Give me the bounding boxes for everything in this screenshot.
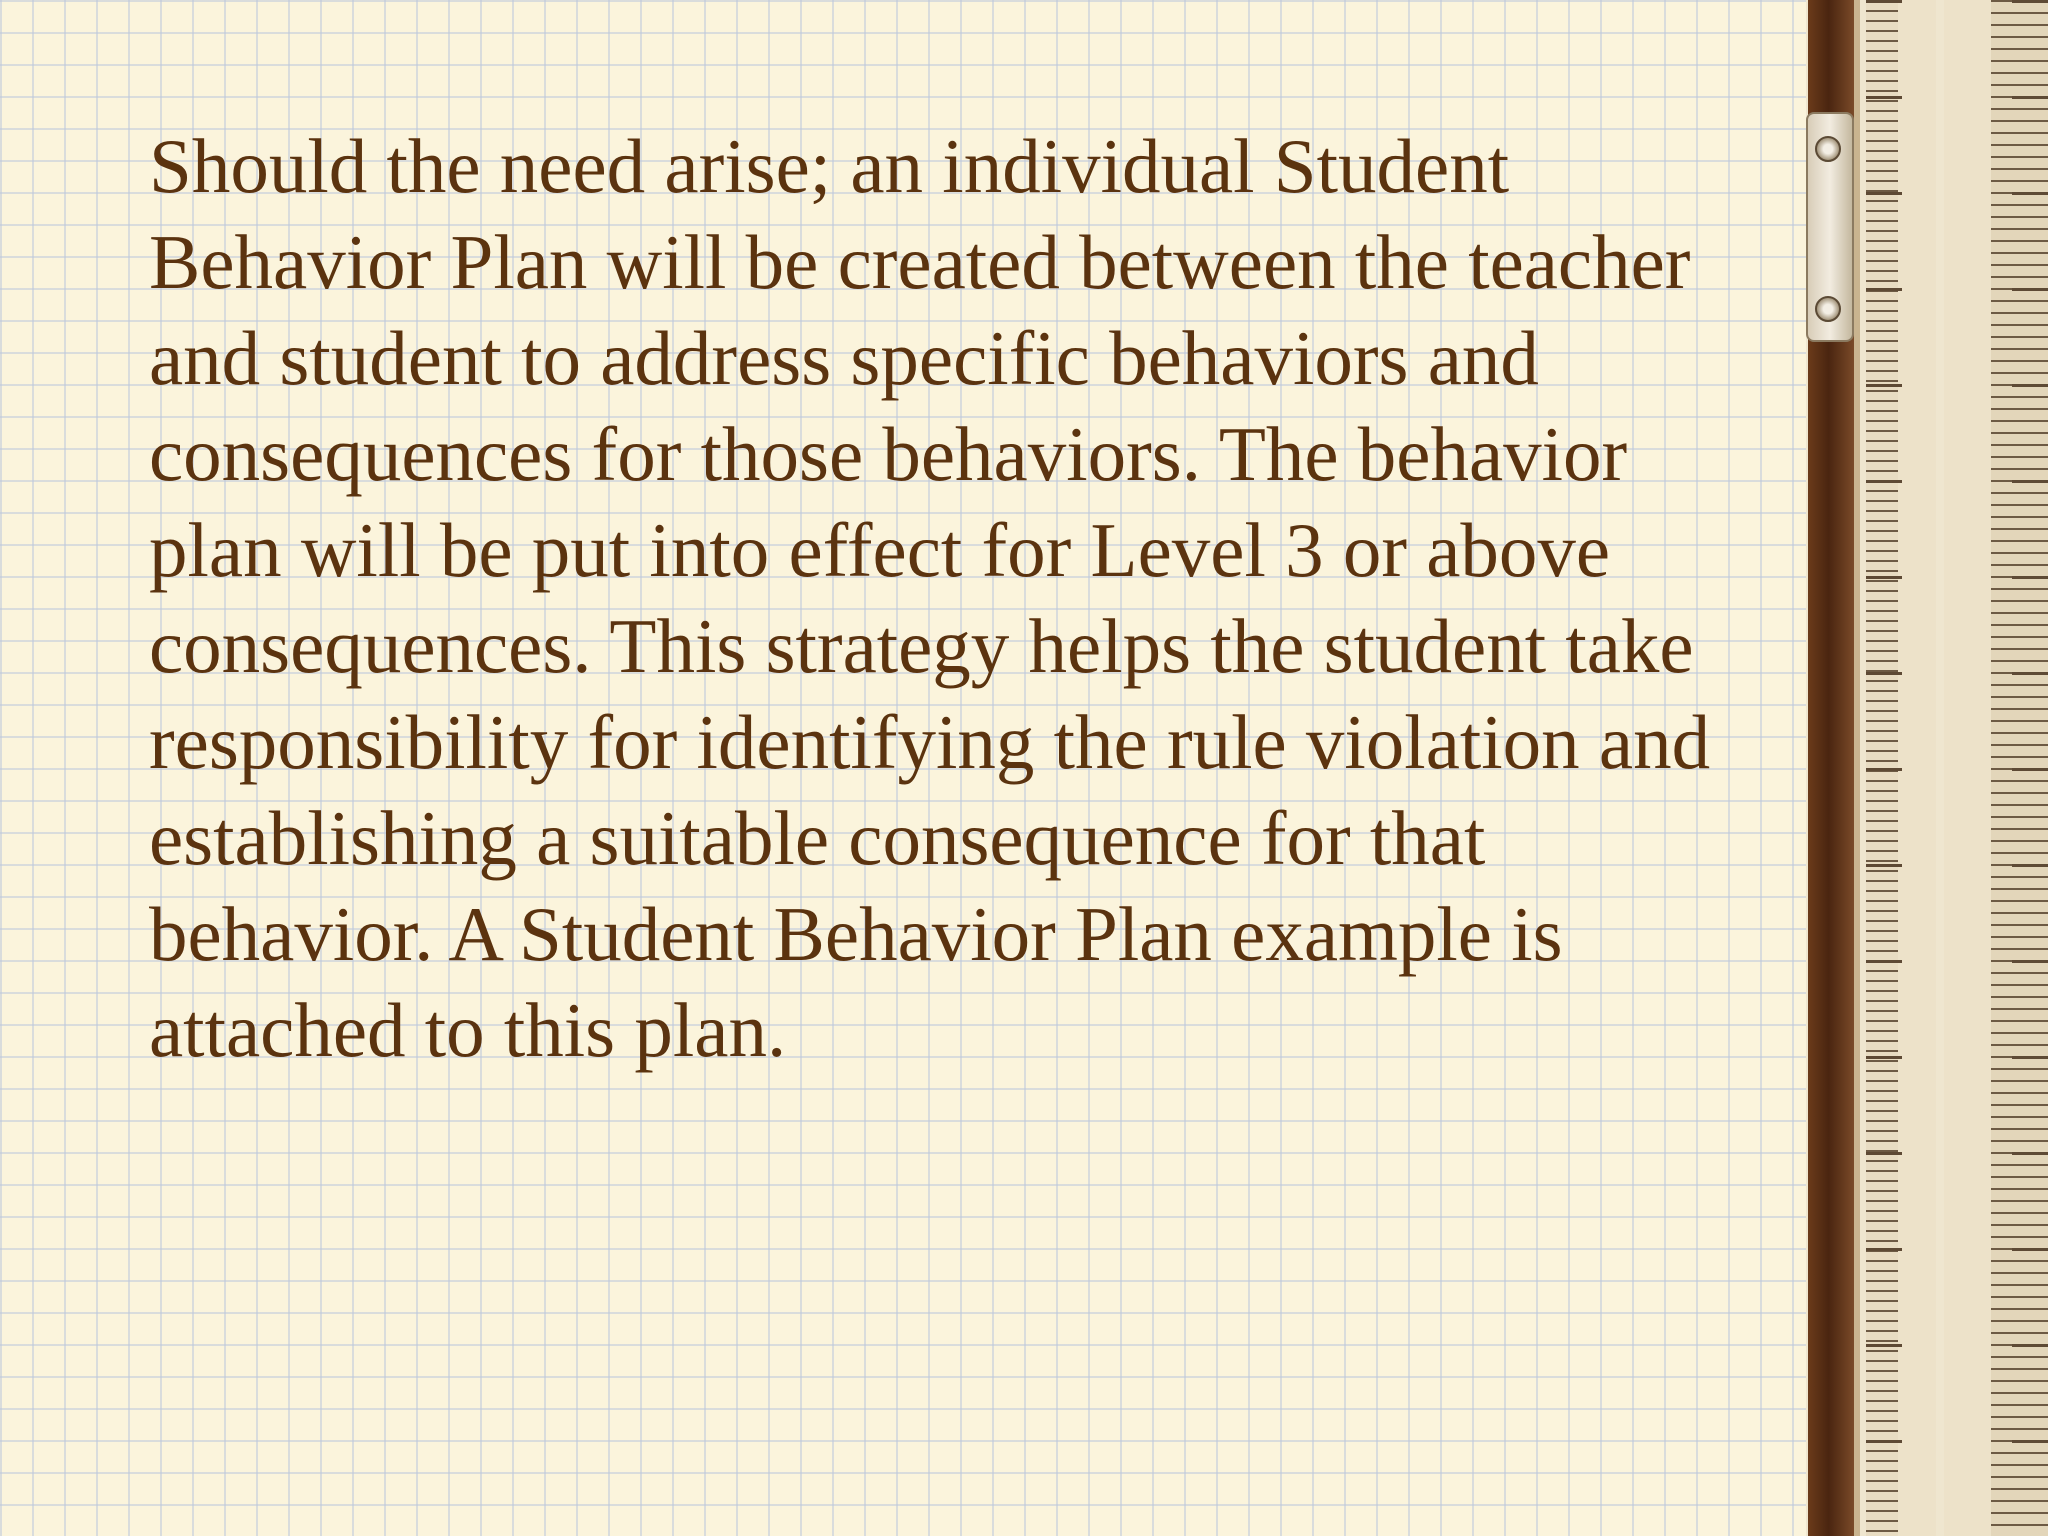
body-line-4: consequences for those behaviors. The behavior [149, 411, 1628, 497]
ruler-major-ticks-left [1866, 0, 1902, 1536]
body-line-9: behavior. A Student Behavior Plan example is [149, 891, 1563, 977]
body-line-5: plan will be put into effect for Level 3 or above [149, 507, 1611, 593]
ruler-bevel [1854, 0, 1860, 1536]
body-line-8: establishing a suitable consequence for that [149, 795, 1486, 881]
body-line-2: Behavior Plan will be created between the teacher [149, 219, 1691, 305]
body-line-6: consequences. This strategy helps the student take [149, 603, 1694, 689]
screw-icon [1815, 136, 1841, 162]
body-line-1: Should the need arise; an individual Student [149, 123, 1510, 209]
slide-body-text [149, 118, 1789, 1078]
body-line-7: responsibility for identifying the rule violation and [149, 699, 1711, 785]
body-line-10: attached to this plan. [149, 987, 787, 1073]
body-line-3: and student to address specific behaviors and [149, 315, 1539, 401]
ruler-major-ticks-right [2012, 0, 2048, 1536]
screw-icon [1815, 296, 1841, 322]
